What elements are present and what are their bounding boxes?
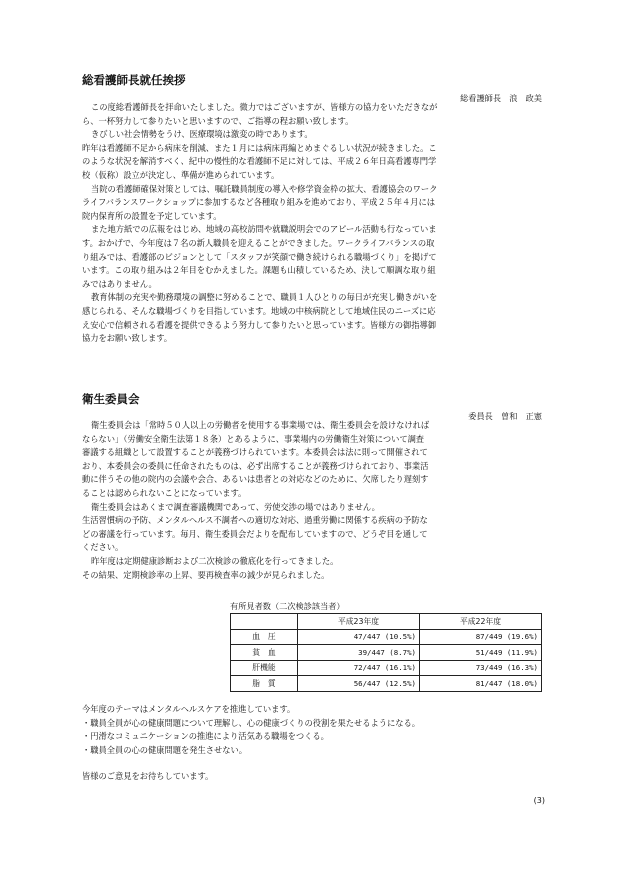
- section2-line: 動に伴うその他の院内の会議や会合、あるいは患者との対応などのために、欠席したり遅刻す: [82, 474, 429, 485]
- section2-line: 審議する組織として設置することが義務づけられています。本委員会は法に則って開催されて: [82, 447, 428, 458]
- section1-line: この度総看護師長を拝命いたしました。微力ではございますが、皆様方の協力をいただきなが: [91, 102, 438, 112]
- theme-line: 今年度のテーマはメンタルヘルスケアを推進しています。: [82, 704, 296, 714]
- section2-line: どの審議を行っています。毎月、衛生委員会だよりを配布していますので、どうぞ目を通して: [82, 528, 428, 539]
- value-h23: 47/447 (10.5%): [298, 629, 420, 645]
- section1-line: 校（仮称）設立が決定し、準備が進められています。: [82, 169, 280, 180]
- table-header-cell: [231, 614, 298, 630]
- section2-line: その結果、定期検診率の上昇、要再検査率の減少が見られました。: [82, 569, 330, 580]
- section1-line: のような状況を解消すべく、紀中の慢性的な看護師不足に対しては、平成２６年日高看護専門学: [82, 156, 437, 167]
- bullet-item: ・職員全員の心の健康問題を発生させない。: [82, 744, 247, 755]
- table-row: [231, 629, 542, 645]
- section1-line: 院内保育所の設置を予定しています。: [82, 210, 222, 221]
- section1-line: きびしい社会情勢をうけ、医療環境は激変の時であります。: [91, 129, 313, 140]
- section2-after-body: [82, 703, 542, 784]
- row-label: 肝機能: [231, 660, 298, 676]
- table-caption: 有所見者数（二次検診該当者）: [230, 601, 345, 611]
- section1-line: みではありません。: [82, 278, 157, 289]
- bullet-item: ・職員全員が心の健康問題について理解し、心の健康づくりの役割を果たせるようになる。: [82, 717, 420, 728]
- section1-line: また地方紙での広報をはじめ、地域の高校訪問や就職説明会でのアピール活動も行なっていま: [91, 224, 437, 235]
- section1-line: え安心で信頼される看護を提供できるよう努力して参りたいと思っています。皆様方の御指導御: [82, 319, 436, 330]
- section1-line: います。この取り組みは２年目をむかえました。課題も山積しているため、決して順調な取り組: [82, 265, 436, 276]
- bullet-item: ・円滑なコミュニケーションの推進により活気ある職場をつくる。: [82, 731, 329, 742]
- section1-title: 総看護師長就任挨拶: [82, 73, 186, 87]
- section2-line: 衛生委員会はあくまで調査審議機関であって、労使交渉の場ではありません。: [91, 501, 380, 512]
- section2-line: 昨年度は定期健康診断および二次検診の徹底化を行ってきました。: [91, 555, 339, 566]
- section2-body: [82, 419, 542, 582]
- section1-line: り組みでは、看護部のビジョンとして「スタッフが笑顔で働き続けられる職場づくり」を掲げて: [82, 251, 437, 262]
- section1-line: 当院の看護師確保対策としては、嘱託職員制度の導入や修学資金枠の拡大、看護協会のワーク: [91, 183, 438, 194]
- section1-line: 昨年は看護師不足から病床を削減、また１月には病床再編とめまぐるしい状況が続きました。こ: [82, 142, 437, 153]
- checkup-stats-table: [230, 613, 542, 692]
- row-label: 脂 質: [231, 676, 298, 692]
- section2-line: ることは認められないことになっています。: [82, 487, 247, 498]
- section1-line: 教育体制の充実や勤務環境の調整に努めることで、職員１人ひとりの毎日が充実し働きがいを: [91, 292, 438, 303]
- section2-line: おり、本委員会の委員に任命されたものは、必ず出席することが義務づけられており、事業活: [82, 460, 429, 471]
- table-header-cell: 平成23年度: [298, 614, 420, 630]
- value-h23: 39/447 (8.7%): [298, 645, 420, 661]
- section1-line: ライフバランスワークショップに参加するなど各種取り組みを進めており、平成２５年４月には: [82, 197, 436, 208]
- section2-line: ください。: [82, 542, 124, 553]
- section2-title: 衛生委員会: [82, 392, 140, 406]
- value-h23: 56/447 (12.5%): [298, 676, 420, 692]
- table-row: [231, 676, 542, 692]
- section1-line: 感じられる、そんな職場づくりを目指しています。地域の中核病院として地域住民のニーズに応: [82, 305, 436, 316]
- section1-body: [82, 101, 542, 346]
- row-label: 貧 血: [231, 645, 298, 661]
- section2-line: 衛生委員会は「常時５０人以上の労働者を使用する事業場では、衛生委員会を設けなければ: [91, 420, 430, 430]
- section2-author: 委員長 曽和 正憲: [468, 411, 542, 421]
- table-header-row: [231, 614, 542, 630]
- section1-line: 協力をお願い致します。: [82, 333, 173, 344]
- section2-line: 生活習慣病の予防、メンタルヘルス不調者への適切な対応、過重労働に関係する疾病の予防な: [82, 515, 428, 526]
- table-row: [231, 660, 542, 676]
- value-h23: 72/447 (16.1%): [298, 660, 420, 676]
- table-row: [231, 645, 542, 661]
- value-h22: 87/449 (19.6%): [420, 629, 542, 645]
- section1-line: ら、一杯努力して参りたいと思いますので、ご指導の程お願い致します。: [82, 115, 354, 126]
- value-h22: 81/447 (18.0%): [420, 676, 542, 692]
- section2-line: ならない」（労働安全衛生法第１８条）とあるように、事業場内の労働衛生対策について調査: [82, 433, 425, 444]
- section1-line: す。おかげで、今年度は７名の新人職員を迎えることができました。ワークライフバランスの取: [82, 237, 435, 248]
- section1-author: 総看護師長 浪 政美: [460, 93, 542, 103]
- table-header-cell: 平成22年度: [420, 614, 542, 630]
- page-number: (3): [533, 796, 545, 805]
- closing-line: 皆様のご意見をお待ちしています。: [82, 771, 214, 782]
- value-h22: 73/449 (16.3%): [420, 660, 542, 676]
- row-label: 血 圧: [231, 629, 298, 645]
- value-h22: 51/449 (11.9%): [420, 645, 542, 661]
